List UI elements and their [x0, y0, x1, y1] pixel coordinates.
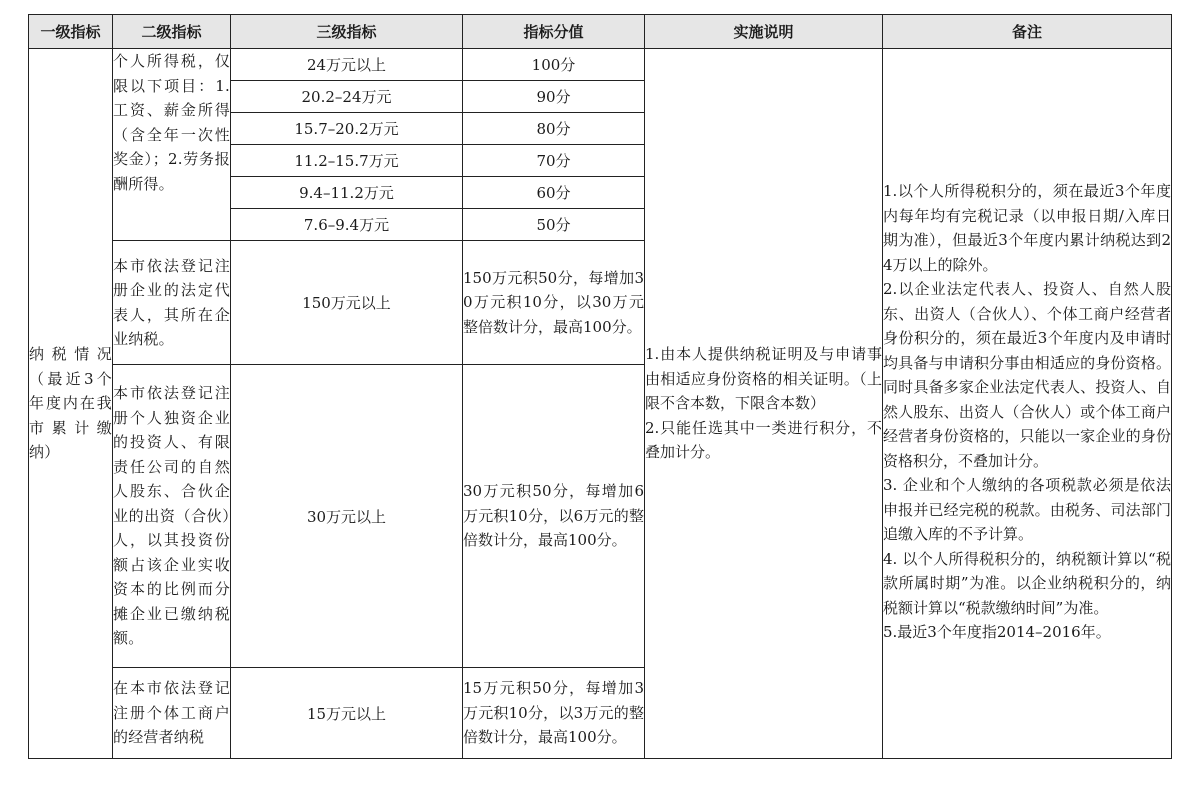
score-band: 60分	[463, 177, 645, 209]
level2-legal-rep: 本市依法登记注册企业的法定代表人，其所在企业纳税。	[113, 241, 231, 365]
remark-item: 3. 企业和个人缴纳的各项税款必须是依法申报并已经完税的税款。由税务、司法部门追缴入库的不予计算。	[883, 476, 1171, 543]
level2-individual-business: 在本市依法登记注册个体工商户的经营者纳税	[113, 668, 231, 759]
level2-income-tax	[113, 49, 231, 241]
score-band: 90分	[463, 81, 645, 113]
score-band: 50分	[463, 209, 645, 241]
remark-item: 4. 以个人所得税积分的，纳税额计算以“税款所属时期”为准。以企业纳税积分的，纳税额计算以“税款缴纳时间”为准。	[883, 549, 1171, 617]
header-row	[29, 15, 1172, 49]
level3-band: 15.7–20.2万元	[231, 113, 463, 145]
implementation-item: 2.只能任选其中一类进行积分，不叠加计分。	[645, 418, 882, 462]
implementation-item: 1.由本人提供纳税证明及与申请事由相适应身份资格的相关证明。（上限不含本数，下限含本数）	[645, 345, 882, 413]
remark-item: 1.以个人所得税积分的，须在最近3个年度内每年均有完税记录（以申报日期/入库日期为准），但最近3个年度内累计纳税达到24万以上的除外。	[883, 182, 1171, 274]
header-score: 指标分值	[463, 15, 645, 49]
score-legal-rep: 150万元积50分，每增加30万元积10分，以30万元整倍数计分，最高100分。	[463, 241, 645, 365]
level3-band: 7.6–9.4万元	[231, 209, 463, 241]
remark-item: 5.最近3个年度指2014–2016年。	[883, 623, 1111, 641]
level2-investor: 本市依法登记注册个人独资企业的投资人、有限责任公司的自然人股东、合伙企业的出资（合伙）人，以其投资份额占该企业实收资本的比例而分摊企业已缴纳税额。	[113, 365, 231, 668]
score-band: 80分	[463, 113, 645, 145]
score-individual-business: 15万元积50分，每增加3万元积10分，以3万元的整倍数计分，最高100分。	[463, 668, 645, 759]
remark-item: 2.以企业法定代表人、投资人、自然人股东、出资人（合伙人）、个体工商户经营者身份积分的，须在最近3个年度内及申请时均具备与申请积分事由相适应的身份资格。同时具备多家企业法定代表人、投资人、自然人股东、出资人（合伙人）或个体工商户经营者身份资格的，只能以一家企业的身份资格积分，不叠加计分。	[883, 280, 1171, 470]
header-remarks: 备注	[883, 15, 1172, 49]
score-investor: 30万元积50分，每增加6万元积10分，以6万元的整倍数计分，最高100分。	[463, 365, 645, 668]
header-level3: 三级指标	[231, 15, 463, 49]
tax-points-table	[28, 14, 1172, 759]
level3-band: 24万元以上	[231, 49, 463, 81]
remarks-cell	[883, 49, 1172, 759]
level3-investor: 30万元以上	[231, 365, 463, 668]
level3-band: 9.4–11.2万元	[231, 177, 463, 209]
score-band: 100分	[463, 49, 645, 81]
level3-band: 20.2–24万元	[231, 81, 463, 113]
level3-individual-business: 15万元以上	[231, 668, 463, 759]
level3-band: 11.2–15.7万元	[231, 145, 463, 177]
header-implementation: 实施说明	[645, 15, 883, 49]
header-level1: 一级指标	[29, 15, 113, 49]
score-band: 70分	[463, 145, 645, 177]
implementation-cell	[645, 49, 883, 759]
level3-legal-rep: 150万元以上	[231, 241, 463, 365]
level2-income-tax-text: 个人所得税，仅限以下项目：1.工资、薪金所得（含全年一次性奖金）；2.劳务报酬所得。	[113, 52, 230, 193]
level1-cell: 纳税情况（最近3个年度内在我市累计缴纳）	[29, 49, 113, 759]
table-row	[29, 49, 1172, 81]
header-level2: 二级指标	[113, 15, 231, 49]
